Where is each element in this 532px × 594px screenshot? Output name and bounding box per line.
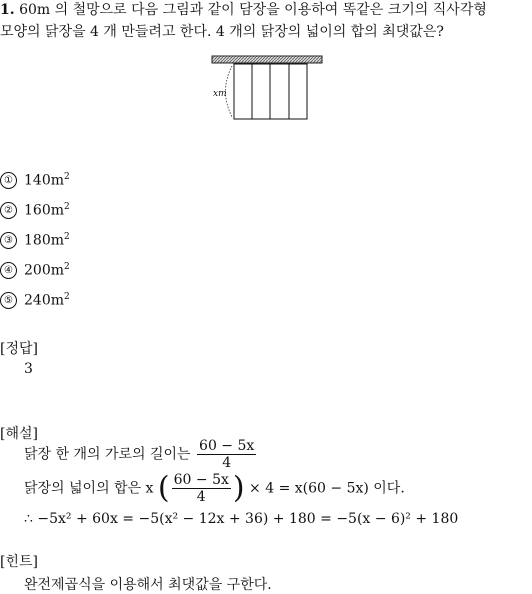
- choice-4[interactable]: [0, 262, 70, 279]
- choice-3-value: 180: [24, 232, 51, 249]
- choice-3-mark: ③: [0, 232, 17, 249]
- choice-1-mark: ①: [0, 172, 17, 189]
- question-number: 1.: [0, 2, 15, 18]
- choice-2-unit: m: [50, 202, 65, 219]
- question-text-1: 60m 의 철망으로 다음 그림과 같이 담장을 이용하여 똑같은 크기의 직사각형: [19, 2, 487, 18]
- fraction-width: [197, 438, 256, 471]
- choice-1-unit: m: [50, 172, 65, 189]
- choice-3[interactable]: [0, 232, 70, 249]
- explanation-line-1-text: 닭장 한 개의 가로의 길이는: [24, 446, 191, 463]
- fraction-width-numerator: 60 − 5x: [199, 438, 255, 454]
- explanation-line-3: ∴ −5x² + 60x = −5(x² − 12x + 36) + 180 = −5(x − 6)² + 180: [24, 511, 459, 527]
- choice-5-exp: 2: [64, 292, 70, 302]
- choice-4-exp: 2: [64, 262, 70, 272]
- right-paren: ): [232, 470, 245, 506]
- hint-label: [힌트]: [0, 554, 38, 570]
- choice-3-unit: m: [50, 232, 65, 249]
- choice-1[interactable]: [0, 172, 70, 189]
- explanation-line-1: [24, 438, 258, 471]
- left-paren: (: [157, 470, 170, 506]
- choice-2-mark: ②: [0, 202, 17, 219]
- choice-5-value: 240: [24, 292, 51, 309]
- explanation-label: [해설]: [0, 426, 38, 442]
- choice-2-exp: 2: [64, 202, 70, 212]
- chicken-coop-figure: [205, 54, 330, 126]
- fraction-area: [172, 472, 231, 505]
- fraction-area-numerator: 60 − 5x: [173, 472, 229, 488]
- fraction-area-denominator: 4: [196, 489, 206, 505]
- choice-3-exp: 2: [64, 232, 70, 242]
- explanation-line-2-pre: 닭장의 넓이의 합은 x: [24, 480, 154, 497]
- explanation-line-2-post: × 4 = x(60 − 5x) 이다.: [249, 480, 405, 497]
- answer-label: [정답]: [0, 341, 38, 357]
- choice-1-value: 140: [24, 172, 51, 189]
- choice-2-value: 160: [24, 202, 51, 219]
- choice-5-unit: m: [50, 292, 65, 309]
- fraction-width-denominator: 4: [222, 455, 232, 471]
- choice-5[interactable]: [0, 292, 70, 309]
- choice-2[interactable]: [0, 202, 70, 219]
- choice-5-mark: ⑤: [0, 292, 17, 309]
- choice-4-mark: ④: [0, 262, 17, 279]
- figure-label: xm: [213, 89, 227, 99]
- choice-4-unit: m: [50, 262, 65, 279]
- wall-hatch: [212, 56, 322, 63]
- explanation-line-2: [24, 472, 405, 505]
- choice-1-exp: 2: [64, 172, 70, 182]
- answer-value: 3: [24, 361, 33, 377]
- question-line-2: [0, 22, 444, 42]
- question-line-1: [0, 0, 487, 20]
- question-text-2: 모양의 닭장을 4 개 만들려고 한다. 4 개의 닭장의 넓이의 합의 최댓값은?: [0, 24, 444, 40]
- hint-text: 완전제곱식을 이용해서 최댓값을 구한다.: [24, 577, 272, 593]
- choice-4-value: 200: [24, 262, 51, 279]
